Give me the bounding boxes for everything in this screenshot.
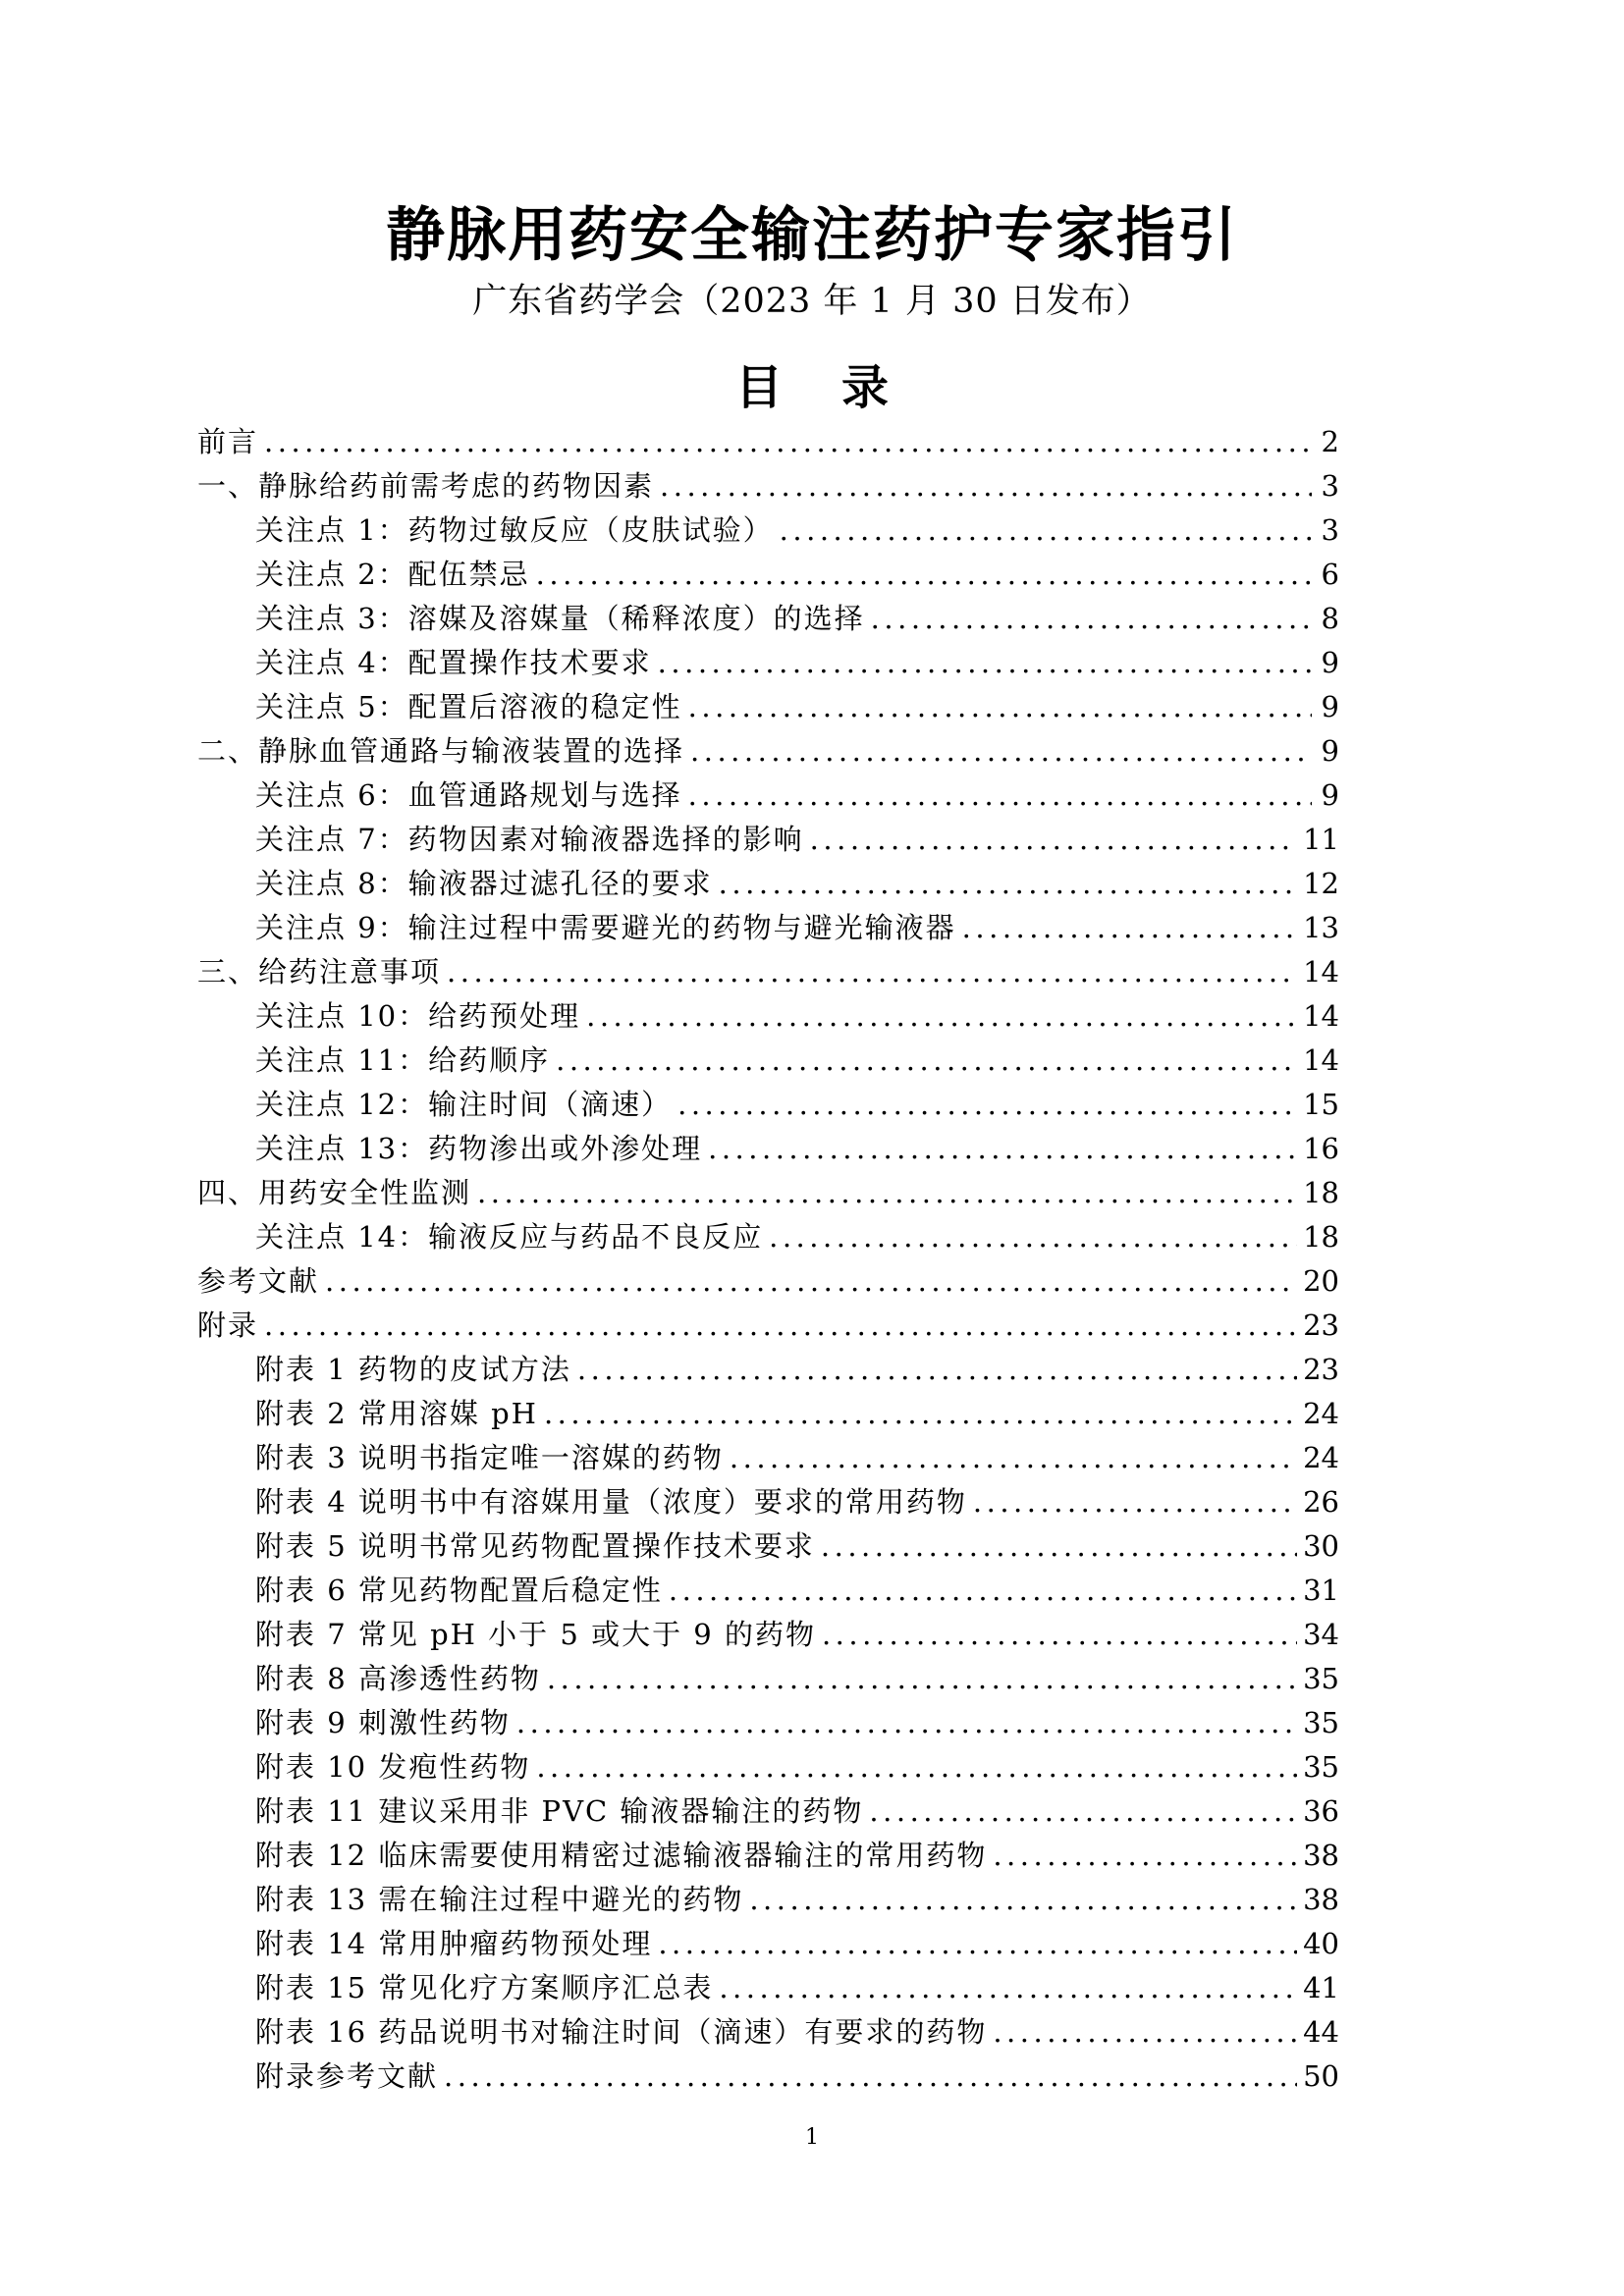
toc-entry[interactable] [197, 1392, 1339, 1436]
toc-entry-label: 附表 16 药品说明书对输注时间（滴速）有要求的药物 [255, 2015, 988, 2049]
toc-entry-page: 18 [1303, 1220, 1339, 1254]
toc-entry-label: 附表 2 常用溶媒 pH [255, 1397, 538, 1430]
toc-entry[interactable] [197, 685, 1339, 729]
toc-entry-page: 14 [1303, 999, 1339, 1033]
toc-entry-page: 23 [1303, 1353, 1339, 1386]
toc-entry-page: 14 [1303, 1043, 1339, 1077]
toc-entry-label: 附表 8 高渗透性药物 [255, 1662, 541, 1695]
toc-dot-leader [660, 464, 1312, 508]
toc-entry[interactable] [197, 597, 1339, 641]
toc-entry[interactable] [197, 1304, 1339, 1348]
toc-entry-page: 3 [1321, 513, 1339, 547]
toc-entry-page: 31 [1303, 1574, 1339, 1607]
toc-entry-page: 50 [1303, 2059, 1339, 2093]
toc-entry[interactable] [197, 994, 1339, 1039]
toc-entry-label: 附表 10 发疱性药物 [255, 1750, 531, 1784]
toc-entry-page: 16 [1303, 1132, 1339, 1165]
toc-entry-page: 11 [1303, 823, 1339, 856]
toc-entry-label: 附表 5 说明书常见药物配置操作技术要求 [255, 1529, 815, 1563]
toc-entry-page: 12 [1303, 867, 1339, 900]
toc-entry[interactable] [197, 729, 1339, 774]
toc-dot-leader [973, 1480, 1297, 1524]
toc-entry-page: 9 [1321, 778, 1339, 812]
toc-dot-leader [962, 906, 1297, 950]
toc-entry-label: 附录参考文献 [255, 2059, 439, 2093]
toc-dot-leader [688, 685, 1312, 729]
toc-dot-leader [577, 1348, 1297, 1392]
toc-entry[interactable] [197, 862, 1339, 906]
toc-entry-label: 关注点 14：输液反应与药品不良反应 [255, 1220, 764, 1254]
toc-dot-leader [690, 729, 1312, 774]
toc-entry-page: 38 [1303, 1839, 1339, 1872]
toc-entry[interactable] [197, 1613, 1339, 1657]
toc-entry-page: 8 [1321, 602, 1339, 635]
toc-entry-label: 关注点 8：输液器过滤孔径的要求 [255, 867, 713, 900]
toc-dot-leader [516, 1701, 1297, 1745]
toc-dot-leader [536, 1745, 1297, 1789]
toc-entry-label: 附表 4 说明书中有溶媒用量（浓度）要求的常用药物 [255, 1485, 967, 1519]
toc-entry-label: 附表 13 需在输注过程中避光的药物 [255, 1883, 744, 1916]
toc-dot-leader [447, 950, 1297, 994]
toc-entry-page: 9 [1321, 690, 1339, 723]
toc-dot-leader [658, 1922, 1297, 1966]
toc-entry-label: 四、用药安全性监测 [197, 1176, 472, 1209]
toc-entry[interactable] [197, 1701, 1339, 1745]
toc-entry-page: 35 [1303, 1706, 1339, 1739]
toc-entry-label: 附表 9 刺激性药物 [255, 1706, 511, 1739]
toc-heading-char: 目 [734, 360, 783, 415]
toc-dot-leader [547, 1657, 1297, 1701]
toc-entry-label: 附表 3 说明书指定唯一溶媒的药物 [255, 1441, 724, 1474]
toc-dot-leader [822, 1613, 1297, 1657]
toc-dot-leader [821, 1524, 1297, 1569]
toc-entry-label: 附表 1 药物的皮试方法 [255, 1353, 571, 1386]
toc-dot-leader [669, 1569, 1297, 1613]
toc-entry-label: 一、静脉给药前需考虑的药物因素 [197, 469, 655, 503]
toc-dot-leader [264, 420, 1312, 464]
toc-entry[interactable] [197, 1878, 1339, 1922]
toc-entry-page: 9 [1321, 646, 1339, 679]
toc-dot-leader [658, 641, 1312, 685]
toc-entry[interactable] [197, 1569, 1339, 1613]
toc-dot-leader [730, 1436, 1297, 1480]
toc-entry[interactable] [197, 1348, 1339, 1392]
toc-entry-label: 关注点 12：输注时间（滴速） [255, 1088, 673, 1121]
toc-dot-leader [869, 1789, 1297, 1834]
toc-entry-label: 附表 6 常见药物配置后稳定性 [255, 1574, 663, 1607]
toc-heading [0, 353, 1624, 422]
toc-dot-leader [719, 862, 1297, 906]
toc-entry[interactable] [197, 553, 1339, 597]
toc-entry-page: 26 [1303, 1485, 1339, 1519]
toc-entry[interactable] [197, 774, 1339, 818]
toc-entry[interactable] [197, 1524, 1339, 1569]
toc-entry-label: 二、静脉血管通路与输液装置的选择 [197, 734, 685, 768]
toc-entry-page: 23 [1303, 1308, 1339, 1342]
toc-dot-leader [749, 1878, 1297, 1922]
toc-entry-label: 三、给药注意事项 [197, 955, 442, 988]
toc-entry[interactable] [197, 1436, 1339, 1480]
toc-entry-label: 前言 [197, 425, 259, 458]
toc-entry-page: 41 [1303, 1971, 1339, 2004]
toc-entry[interactable] [197, 641, 1339, 685]
toc-entry[interactable] [197, 1259, 1339, 1304]
toc-entry[interactable] [197, 1789, 1339, 1834]
toc-entry-page: 35 [1303, 1750, 1339, 1784]
toc-dot-leader [264, 1304, 1297, 1348]
toc-entry-page: 34 [1303, 1618, 1339, 1651]
toc-entry-page: 44 [1303, 2015, 1339, 2049]
toc-entry[interactable] [197, 1083, 1339, 1127]
toc-entry[interactable] [197, 1834, 1339, 1878]
toc-entry-label: 参考文献 [197, 1264, 320, 1298]
toc-entry-label: 附表 7 常见 pH 小于 5 或大于 9 的药物 [255, 1618, 816, 1651]
toc-entry-label: 关注点 10：给药预处理 [255, 999, 581, 1033]
toc-entry-label: 附表 15 常见化疗方案顺序汇总表 [255, 1971, 714, 2004]
toc-entry-page: 2 [1321, 425, 1339, 458]
toc-dot-leader [677, 1083, 1297, 1127]
toc-entry-page: 14 [1303, 955, 1339, 988]
toc-entry-page: 38 [1303, 1883, 1339, 1916]
toc-dot-leader [871, 597, 1312, 641]
toc-dot-leader [810, 818, 1297, 862]
toc-entry-page: 30 [1303, 1529, 1339, 1563]
toc-entry-page: 15 [1303, 1088, 1339, 1121]
toc-entry[interactable] [197, 1127, 1339, 1171]
toc-entry-label: 关注点 5：配置后溶液的稳定性 [255, 690, 682, 723]
toc-entry[interactable] [197, 818, 1339, 862]
toc-entry-page: 18 [1303, 1176, 1339, 1209]
toc-entry-label: 关注点 6：血管通路规划与选择 [255, 778, 682, 812]
page-number: 1 [805, 2125, 819, 2150]
toc-entry[interactable] [197, 950, 1339, 994]
toc-entry-page: 24 [1303, 1441, 1339, 1474]
toc-entry-page: 6 [1321, 558, 1339, 591]
toc-entry[interactable] [197, 464, 1339, 508]
toc-entry-page: 36 [1303, 1794, 1339, 1828]
toc-entry[interactable] [197, 906, 1339, 950]
toc-entry-label: 关注点 13：药物渗出或外渗处理 [255, 1132, 703, 1165]
toc-entry[interactable] [197, 1745, 1339, 1789]
toc-entry-label: 关注点 4：配置操作技术要求 [255, 646, 652, 679]
toc-entry-label: 关注点 2：配伍禁忌 [255, 558, 530, 591]
toc-dot-leader [993, 2010, 1297, 2055]
toc-entry-page: 35 [1303, 1662, 1339, 1695]
document-subtitle: 广东省药学会（2023 年 1 月 30 日发布） [472, 282, 1152, 321]
toc-dot-leader [719, 1966, 1297, 2010]
toc-entry-page: 9 [1321, 734, 1339, 768]
toc-entry[interactable] [197, 1171, 1339, 1215]
toc-dot-leader [780, 508, 1312, 553]
toc-dot-leader [769, 1215, 1297, 1259]
document-title: 静脉用药安全输注药护专家指引 [386, 201, 1238, 270]
toc-entry[interactable] [197, 1966, 1339, 2010]
toc-dot-leader [708, 1127, 1297, 1171]
toc-dot-leader [688, 774, 1312, 818]
toc-entry-label: 关注点 3：溶媒及溶媒量（稀释浓度）的选择 [255, 602, 865, 635]
toc-dot-leader [477, 1171, 1297, 1215]
toc-entry[interactable] [197, 1657, 1339, 1701]
toc-entry-label: 关注点 11：给药顺序 [255, 1043, 551, 1077]
toc-entry[interactable] [197, 2010, 1339, 2055]
toc-entry-label: 附表 11 建议采用非 PVC 输液器输注的药物 [255, 1794, 864, 1828]
toc-dot-leader [536, 553, 1312, 597]
toc-entry[interactable] [197, 508, 1339, 553]
toc-entry[interactable] [197, 1039, 1339, 1083]
toc-dot-leader [544, 1392, 1297, 1436]
toc-entry[interactable] [197, 1215, 1339, 1259]
toc-entry-page: 3 [1321, 469, 1339, 503]
toc-entry-page: 24 [1303, 1397, 1339, 1430]
toc-dot-leader [556, 1039, 1297, 1083]
toc-dot-leader [444, 2055, 1297, 2099]
toc-entry-page: 20 [1303, 1264, 1339, 1298]
toc-entry-label: 关注点 7：药物因素对输液器选择的影响 [255, 823, 804, 856]
toc-entry-page: 13 [1303, 911, 1339, 944]
toc-dot-leader [586, 994, 1297, 1039]
toc-entry[interactable] [197, 420, 1339, 464]
toc-entry[interactable] [197, 2055, 1339, 2099]
toc-entry-label: 附表 14 常用肿瘤药物预处理 [255, 1927, 653, 1960]
toc-entry[interactable] [197, 1922, 1339, 1966]
table-of-contents [197, 420, 1339, 2099]
toc-dot-leader [325, 1259, 1297, 1304]
toc-dot-leader [993, 1834, 1297, 1878]
toc-entry-label: 关注点 1：药物过敏反应（皮肤试验） [255, 513, 774, 547]
toc-entry-label: 附录 [197, 1308, 259, 1342]
toc-entry-label: 附表 12 临床需要使用精密过滤输液器输注的常用药物 [255, 1839, 988, 1872]
toc-entry-page: 40 [1303, 1927, 1339, 1960]
toc-entry[interactable] [197, 1480, 1339, 1524]
toc-heading-char: 录 [841, 360, 890, 415]
toc-entry-label: 关注点 9：输注过程中需要避光的药物与避光输液器 [255, 911, 956, 944]
